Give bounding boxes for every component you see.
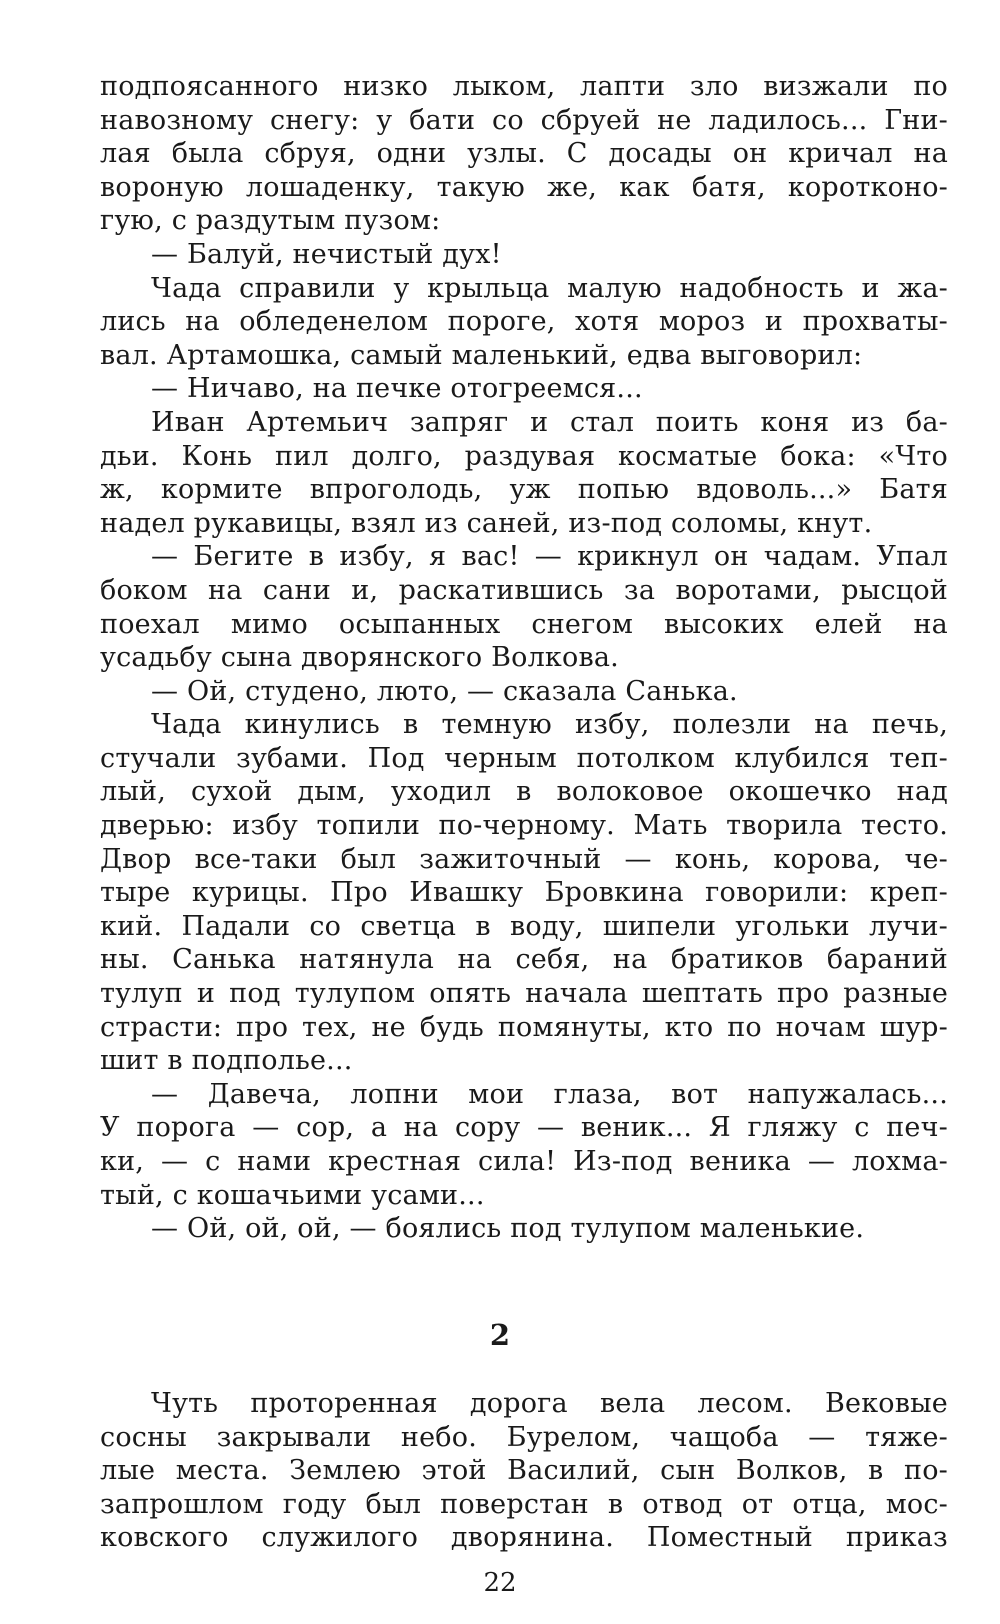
text-line: шит в подполье...: [100, 1045, 353, 1077]
text-line: Чада кинулись в темную избу, полезли на печь,: [151, 709, 948, 741]
text-line: навозному снегу: у бати со сбруей не ладилось... Гни-: [100, 104, 948, 136]
text-line: поехал мимо осыпанных снегом высоких елей на: [100, 608, 948, 640]
text-line: подпоясанного низко лыком, лапти зло визжали по: [100, 71, 948, 102]
text-line: вороную лошаденку, такую же, как батя, коротконо-: [100, 171, 948, 203]
text-line: запрошлом году был поверстан в отвод от отца, мос-: [100, 1488, 948, 1520]
text-line: Двор все-таки был зажиточный — конь, корова, че-: [100, 843, 948, 875]
text-line: ны. Санька натянула на себя, на братиков бараний: [100, 944, 948, 976]
text-line: — Ой, студено, люто, — сказала Санька.: [151, 675, 738, 707]
text-line: дверью: избу топили по-черному. Мать творила тесто.: [100, 810, 948, 842]
text-line: — Балуй, нечистый дух!: [151, 238, 502, 270]
text-line: кий. Падали со светца в воду, шипели угольки лучи-: [100, 910, 948, 942]
text-line: — Ничаво, на печке отогреемся...: [151, 373, 643, 405]
text-line: Чада справили у крыльца малую надобность и жа-: [151, 272, 948, 304]
text-line: тыре курицы. Про Ивашку Бровкина говорили: креп-: [100, 877, 948, 909]
text-line: боком на сани и, раскатившись за воротами, рысцой: [100, 574, 948, 606]
text-line: вал. Артамошка, самый маленький, едва выговорил:: [100, 339, 863, 371]
text-block-after-section: [100, 1387, 948, 1555]
text-line: лые места. Землею этой Василий, сын Волков, в по-: [100, 1455, 948, 1487]
text-line: тый, с кошачьими усами...: [100, 1179, 485, 1211]
text-line: надел рукавицы, взял из саней, из-под соломы, кнут.: [100, 507, 873, 539]
text-line: Иван Артемьич запряг и стал поить коня из ба-: [151, 406, 948, 438]
text-line: тулуп и под тулупом опять начала шептать про разные: [100, 978, 948, 1010]
text-line: гую, с раздутым пузом:: [100, 205, 441, 237]
text-line: усадьбу сына дворянского Волкова.: [100, 642, 619, 674]
section-number: 2: [489, 1318, 511, 1352]
text-line: стучали зубами. Под черным потолком клубился теп-: [100, 742, 948, 774]
text-line: Чуть проторенная дорога вела лесом. Вековые: [151, 1388, 948, 1419]
text-line: ки, — с нами крестная сила! Из-под веника — лохма-: [100, 1146, 948, 1177]
text-line: — Бегите в избу, я вас! — крикнул он чадам. Упал: [151, 541, 948, 573]
text-line: — Ой, ой, ой, — боялись под тулупом маленькие.: [151, 1213, 865, 1245]
text-line: лая была сбруя, одни узлы. С досады он кричал на: [100, 138, 948, 170]
text-line: сосны закрывали небо. Бурелом, чащоба — тяже-: [100, 1421, 948, 1453]
text-block-before-section: [100, 70, 948, 1246]
text-line: дьи. Конь пил долго, раздувая косматые бока: «Что: [100, 440, 948, 472]
text-line: — Давеча, лопни мои глаза, вот напужалась...: [151, 1078, 948, 1110]
text-line: ж, кормите впроголодь, уж попью вдоволь...» Батя: [100, 474, 948, 506]
text-line: ковского служилого дворянина. Поместный приказ: [100, 1522, 948, 1554]
text-line: лись на обледенелом пороге, хотя мороз и прохваты-: [100, 306, 948, 338]
page-number: 22: [483, 1568, 517, 1598]
text-line: У порога — сор, а на сору — веник... Я гляжу с печ-: [100, 1112, 948, 1144]
text-line: страсти: про тех, не будь помянуты, кто по ночам шур-: [100, 1011, 948, 1043]
text-line: лый, сухой дым, уходил в волоковое окошечко над: [100, 776, 948, 808]
